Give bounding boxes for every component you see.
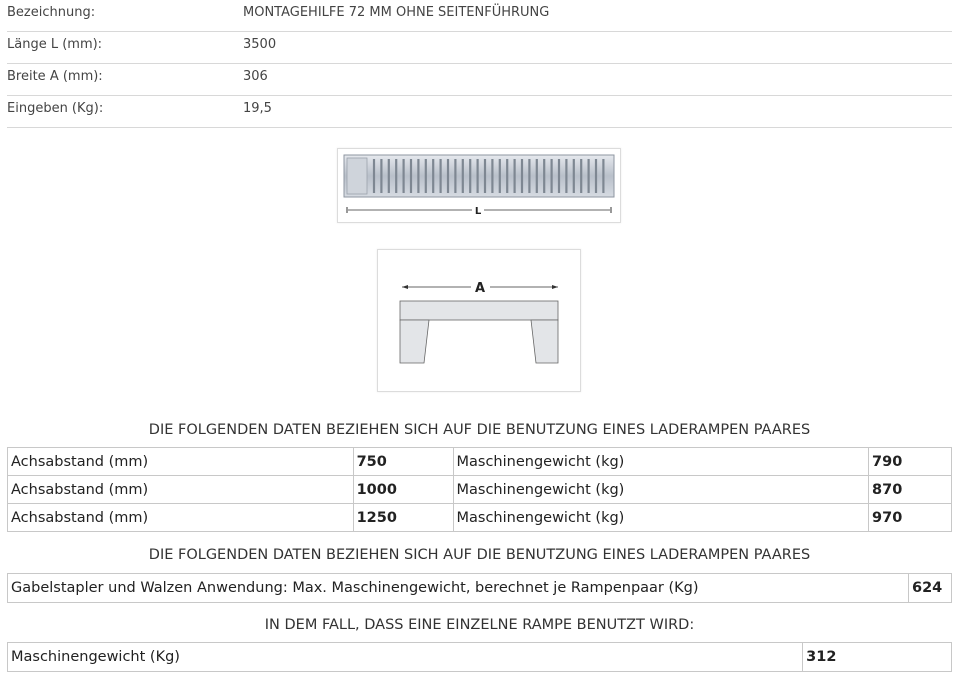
spec-value: 19,5 — [243, 101, 272, 116]
spec-row-breite — [7, 64, 952, 96]
forklift-value-cell: 624 — [909, 574, 952, 603]
axle-value-cell: 750 — [353, 448, 453, 476]
spec-label: Eingeben (Kg): — [7, 101, 104, 116]
ramp-top-view-figure — [337, 148, 621, 223]
ramp-top-view-drawing — [338, 149, 620, 222]
table-row — [8, 574, 952, 603]
weight-label-cell: Maschinengewicht (kg) — [453, 448, 869, 476]
spec-value: MONTAGEHILFE 72 MM OHNE SEITENFÜHRUNG — [243, 5, 550, 20]
axle-weight-table — [7, 447, 952, 532]
single-label-cell: Maschinengewicht (Kg) — [8, 643, 803, 672]
spec-row-gewicht — [7, 96, 952, 128]
axle-label-cell: Achsabstand (mm) — [8, 476, 354, 504]
forklift-label-cell: Gabelstapler und Walzen Anwendung: Max. Maschinengewicht, berechnet je Rampenpaar (Kg) — [8, 574, 909, 603]
pair-heading-2: DIE FOLGENDEN DATEN BEZIEHEN SICH AUF DIE BENUTZUNG EINES LADERAMPEN PAARES — [148, 547, 811, 563]
spec-label: Breite A (mm): — [7, 69, 103, 84]
single-ramp-table — [7, 642, 952, 672]
ramp-section-figure — [377, 249, 581, 392]
spec-row-bezeichnung — [7, 0, 952, 32]
weight-value-cell: 970 — [869, 504, 952, 532]
weight-label-cell: Maschinengewicht (kg) — [453, 476, 869, 504]
single-value-cell: 312 — [803, 643, 952, 672]
length-label: L — [474, 206, 482, 217]
axle-value-cell: 1000 — [353, 476, 453, 504]
axle-label-cell: Achsabstand (mm) — [8, 448, 354, 476]
spec-row-laenge — [7, 32, 952, 64]
width-label: A — [474, 281, 486, 296]
spec-value: 306 — [243, 69, 268, 84]
spec-list — [7, 0, 952, 128]
table-row — [8, 476, 952, 504]
single-ramp-heading: IN DEM FALL, DASS EINE EINZELNE RAMPE BENUTZT WIRD: — [264, 617, 695, 633]
table-row — [8, 448, 952, 476]
spec-label: Bezeichnung: — [7, 5, 96, 20]
axle-label-cell: Achsabstand (mm) — [8, 504, 354, 532]
table-row — [8, 504, 952, 532]
forklift-table — [7, 573, 952, 603]
weight-value-cell: 790 — [869, 448, 952, 476]
weight-label-cell: Maschinengewicht (kg) — [453, 504, 869, 532]
axle-value-cell: 1250 — [353, 504, 453, 532]
ramp-section-drawing — [378, 250, 580, 391]
weight-value-cell: 870 — [869, 476, 952, 504]
table-row — [8, 643, 952, 672]
pair-heading-1: DIE FOLGENDEN DATEN BEZIEHEN SICH AUF DIE BENUTZUNG EINES LADERAMPEN PAARES — [148, 422, 811, 438]
spec-value: 3500 — [243, 37, 277, 52]
spec-label: Länge L (mm): — [7, 37, 103, 52]
